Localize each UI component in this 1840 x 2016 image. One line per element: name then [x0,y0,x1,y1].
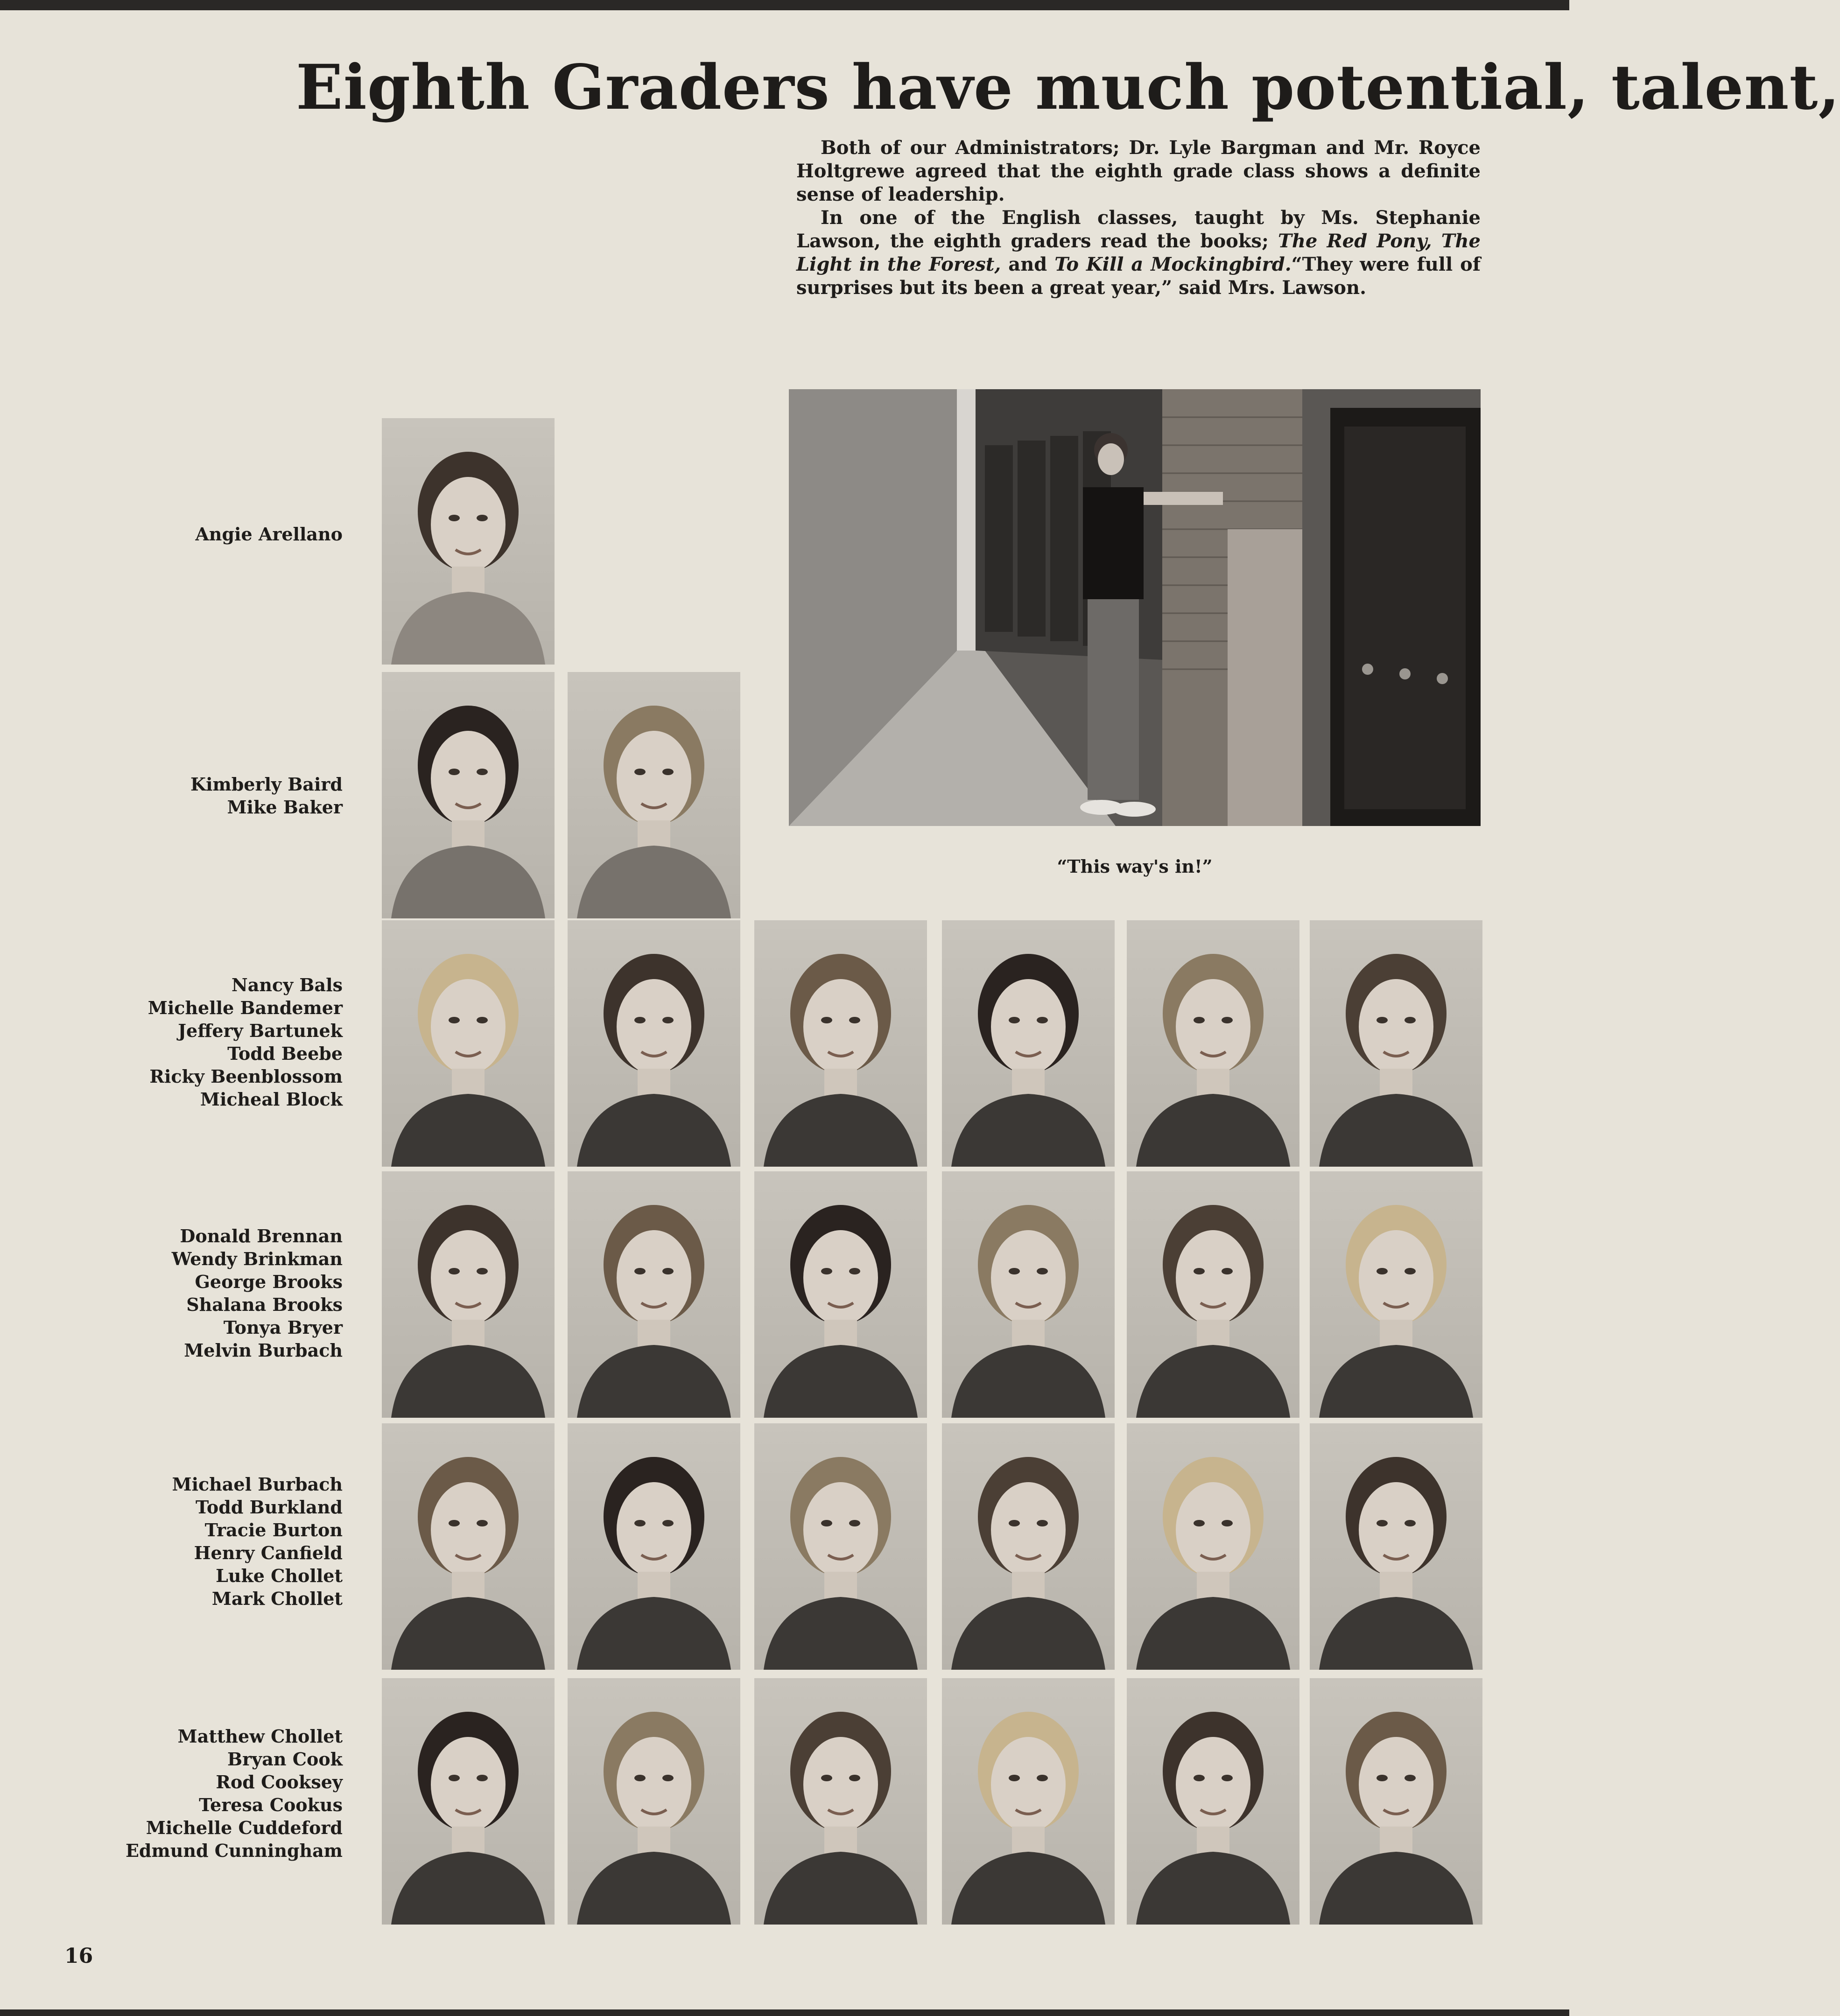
student-name: Nancy Bals [231,974,343,995]
student-portrait [568,1171,740,1418]
hallway-photo [789,389,1481,826]
student-portrait [754,920,927,1167]
student-name: Matthew Chollet [177,1726,343,1747]
student-portrait [382,672,555,918]
student-portrait [382,920,555,1167]
headline: Eighth Graders have much potential, talent, [296,51,1840,124]
names-row-4 [93,1225,343,1362]
intro-paragraph-1: Both of our Administrators; Dr. Lyle Bargman and Mr. Royce Holtgrewe agreed that the eighth grade class shows a definite sense of leadership. [796,137,1481,205]
student-name: Donald Brennan [180,1225,343,1246]
student-portrait [382,1678,555,1925]
student-portrait [1310,1678,1482,1925]
student-portrait [1310,920,1482,1167]
student-name: Rod Cooksey [216,1771,343,1792]
student-name: Michelle Bandemer [147,997,343,1018]
student-portrait [568,920,740,1167]
student-name: Michelle Cuddeford [146,1817,343,1838]
student-name: Bryan Cook [227,1749,343,1770]
student-name: Kimberly Baird [190,774,343,795]
student-portrait [754,1171,927,1418]
names-row-2 [93,773,343,819]
student-name: Shalana Brooks [186,1294,343,1315]
intro-paragraph-2: In one of the English classes, taught by Ms. Stephanie Lawson, the eighth graders read the books; The Red Pony, The Light in the Forest, and To Kill a Mockingbird.“They were full of surprises but its been a great year,” said Mrs. Lawson. [796,207,1481,299]
student-name: Ricky Beenblossom [149,1066,343,1087]
student-name: Luke Chollet [216,1565,343,1586]
photo-caption: “This way's in!” [1057,856,1213,877]
student-name: Todd Beebe [227,1043,343,1064]
student-name: Mike Baker [227,797,343,818]
names-row-3 [93,973,343,1111]
student-portrait [568,1423,740,1670]
student-name: Tracie Burton [204,1519,343,1540]
student-portrait [1127,920,1299,1167]
student-portrait [1310,1423,1482,1670]
student-name: George Brooks [195,1271,343,1292]
student-portrait [942,1678,1115,1925]
student-name: Teresa Cookus [199,1794,343,1815]
student-name: Edmund Cunningham [125,1840,343,1861]
student-portrait [1127,1171,1299,1418]
names-row-6 [93,1725,343,1862]
student-name: Tonya Bryer [223,1317,343,1338]
student-name: Angie Arellano [195,524,343,545]
student-portrait [942,1423,1115,1670]
student-portrait [942,920,1115,1167]
student-portrait [942,1171,1115,1418]
student-portrait [1310,1171,1482,1418]
student-portrait [568,672,740,918]
intro-text [796,136,1481,300]
student-name: Wendy Brinkman [171,1248,343,1269]
student-name: Mark Chollet [211,1588,343,1609]
names-row-5 [93,1473,343,1610]
student-portrait [1127,1423,1299,1670]
student-name: Micheal Block [200,1089,343,1110]
names-row-1 [93,523,343,546]
student-portrait [568,1678,740,1925]
student-portrait [382,418,555,665]
student-name: Melvin Burbach [184,1340,343,1361]
student-portrait [754,1423,927,1670]
student-name: Michael Burbach [172,1474,343,1495]
student-name: Henry Canfield [194,1542,343,1563]
student-portrait [1127,1678,1299,1925]
page-number: 16 [64,1944,93,1968]
student-portrait [754,1678,927,1925]
bottom-edge [0,2009,1569,2016]
top-edge [0,0,1569,10]
student-name: Jeffery Bartunek [178,1020,343,1041]
student-name: Todd Burkland [196,1497,343,1518]
student-portrait [382,1423,555,1670]
student-portrait [382,1171,555,1418]
